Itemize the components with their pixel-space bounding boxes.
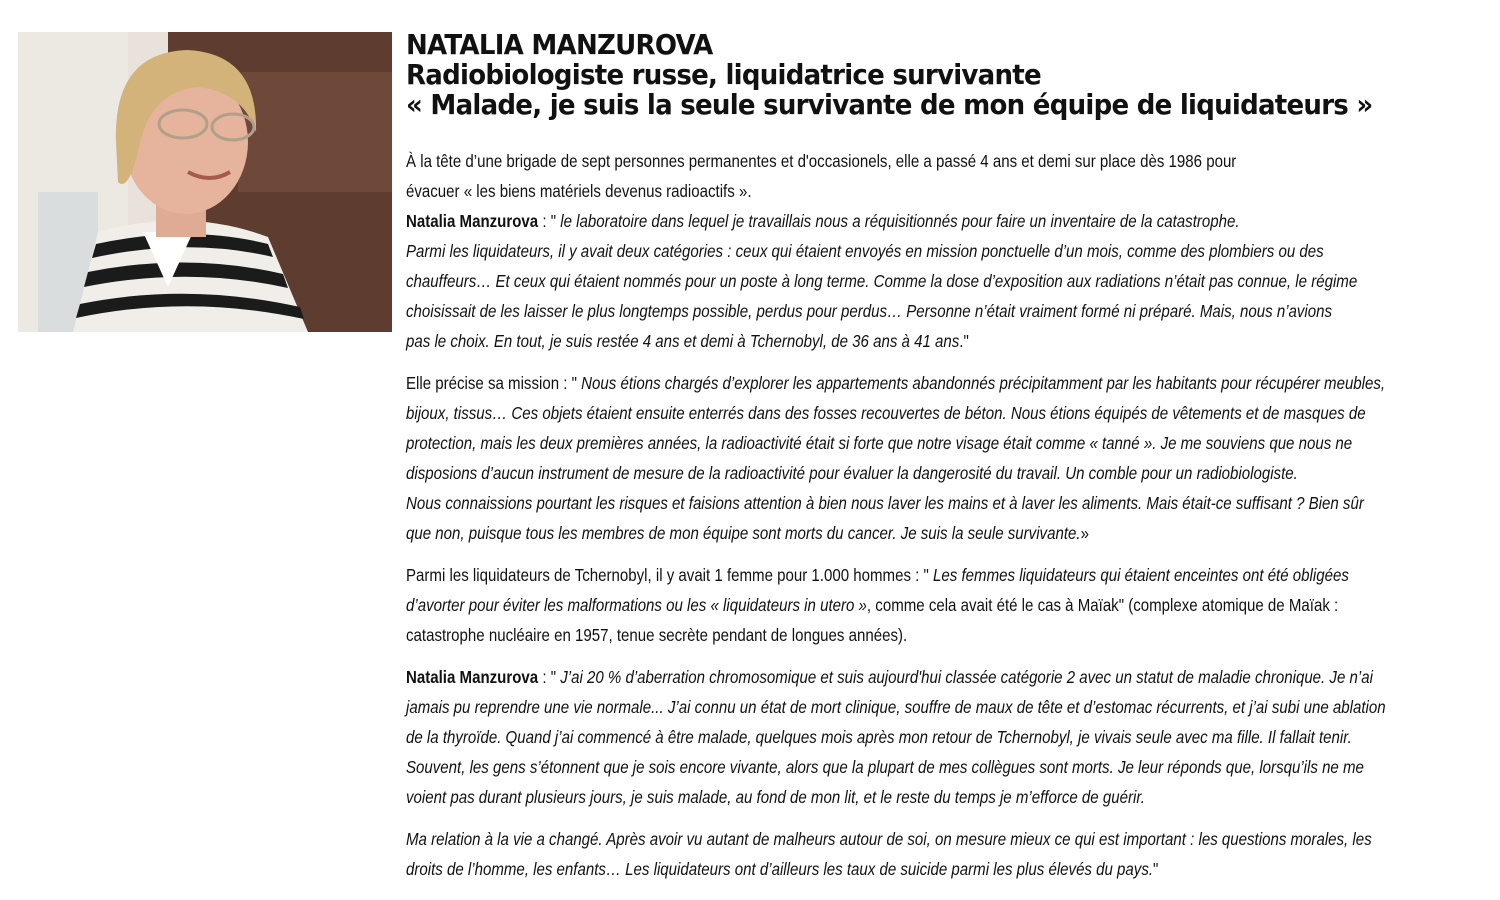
text-line	[406, 176, 1494, 206]
text-span: ."	[959, 331, 969, 351]
text-line	[406, 560, 1494, 590]
quote-text: J’ai 20 % d’aberration chromosomique et suis aujourd'hui classée catégorie 2 avec un statut de maladie chronique. Je n’ai	[560, 667, 1373, 687]
text-span: »	[1080, 523, 1089, 543]
quote-text: droits de l’homme, les enfants… Les liquidateurs ont d’ailleurs les taux de suicide parmi les plus élevés du pays.	[406, 859, 1154, 879]
person-name: NATALIA MANZUROVA	[406, 28, 713, 61]
article-body	[406, 146, 1494, 884]
quote-text: Nous connaissions pourtant les risques et faisions attention à bien nous laver les mains et à laver les aliments. Mais était-ce suffisant ? Bien sûr	[406, 493, 1364, 513]
paragraph	[406, 146, 1494, 356]
paragraph	[406, 560, 1494, 650]
paragraph	[406, 368, 1494, 548]
speaker-name: Natalia Manzurova	[406, 211, 539, 231]
quote-text: choisissait de les laisser le plus longtemps possible, perdus pour perdus… Personne n’était vraiment formé ni préparé. Mais, nous n’avions	[406, 301, 1333, 321]
quote-text: Parmi les liquidateurs, il y avait deux catégories : ceux qui étaient envoyés en mission ponctuelle d’un mois, comme des plombiers ou des	[406, 241, 1324, 261]
text-line	[406, 620, 1494, 650]
text-line	[406, 854, 1494, 884]
text-span: Elle précise sa mission : "	[406, 373, 582, 393]
text-line	[406, 752, 1494, 782]
text-line	[406, 488, 1494, 518]
text-line	[406, 722, 1494, 752]
text-line	[406, 782, 1494, 812]
article	[406, 30, 1496, 896]
quote-text: de la thyroïde. Quand j’ai commencé à être malade, quelques mois après mon retour de Tchernobyl, je vivais seule avec ma fille. Il fallait tenir.	[406, 727, 1352, 747]
text-line	[406, 590, 1494, 620]
text-span: : "	[538, 667, 561, 687]
text-line	[406, 824, 1494, 854]
paragraph	[406, 824, 1494, 884]
quote-text: que non, puisque tous les membres de mon équipe sont morts du cancer. Je suis la seule survivante.	[406, 523, 1081, 543]
text-line	[406, 368, 1494, 398]
portrait-photo	[18, 32, 392, 332]
text-span: , comme cela avait été le cas à Maïak" (complexe atomique de Maïak :	[866, 595, 1339, 615]
text-line	[406, 206, 1494, 236]
quote-text: protection, mais les deux premières années, la radioactivité était si forte que notre visage était comme « tanné ». Je me souviens que nous ne	[406, 433, 1353, 453]
quote-text: le laboratoire dans lequel je travaillais nous a réquisitionnés pour faire un inventaire de la catastrophe.	[560, 211, 1240, 231]
text-line	[406, 428, 1494, 458]
text-span: Parmi les liquidateurs de Tchernobyl, il y avait 1 femme pour 1.000 hommes : "	[406, 565, 934, 585]
text-line	[406, 146, 1494, 176]
quote-text: d’avorter pour éviter les malformations ou les « liquidateurs in utero »	[406, 595, 867, 615]
paragraph	[406, 662, 1494, 812]
headline-quote: « Malade, je suis la seule survivante de mon équipe de liquidateurs »	[406, 88, 1373, 121]
quote-text: chauffeurs… Et ceux qui étaient nommés pour un poste à long terme. Comme la dose d’exposition aux radiations n’était pas connue, le régime	[406, 271, 1358, 291]
quote-text: Ma relation à la vie a changé. Après avoir vu autant de malheurs autour de soi, on mesure mieux ce qui est important : les questions morales, les	[406, 829, 1372, 849]
text-line	[406, 662, 1494, 692]
person-role: Radiobiologiste russe, liquidatrice survivante	[406, 58, 1041, 91]
text-line	[406, 296, 1494, 326]
quote-text: bijoux, tissus… Ces objets étaient ensuite enterrés dans des fosses recouvertes de béton. Nous étions équipés de vêtements et de masques de	[406, 403, 1366, 423]
quote-text: pas le choix. En tout, je suis restée 4 ans et demi à Tchernobyl, de 36 ans à 41 ans	[406, 331, 960, 351]
quote-text: Nous étions chargés d’explorer les appartements abandonnés précipitamment par les habitants pour récupérer meubles,	[581, 373, 1386, 393]
quote-text: jamais pu reprendre une vie normale... J’ai connu un état de mort clinique, souffre de maux de tête et d’estomac récurrents, et j’ai subi une ablation	[406, 697, 1386, 717]
text-line	[406, 326, 1494, 356]
text-line	[406, 236, 1494, 266]
quote-text: voient pas durant plusieurs jours, je suis malade, au fond de mon lit, et le reste du temps je m’efforce de guérir.	[406, 787, 1145, 807]
quote-text: Souvent, les gens s’étonnent que je sois encore vivante, alors que la plupart de mes collègues sont morts. Je leur réponds que, lorsqu’ils ne me	[406, 757, 1364, 777]
text-span: catastrophe nucléaire en 1957, tenue secrète pendant de longues années).	[406, 625, 908, 645]
text-span: : "	[538, 211, 561, 231]
quote-text: disposions d’aucun instrument de mesure de la radioactivité pour évaluer la dangerosité du travail. Un comble pour un radiobiologiste.	[406, 463, 1298, 483]
text-span: évacuer « les biens matériels devenus radioactifs ».	[406, 181, 752, 201]
text-line	[406, 518, 1494, 548]
text-line	[406, 692, 1494, 722]
text-line	[406, 266, 1494, 296]
text-span: "	[1153, 859, 1159, 879]
quote-text: Les femmes liquidateurs qui étaient enceintes ont été obligées	[933, 565, 1349, 585]
text-span: À la tête d’une brigade de sept personnes permanentes et d'occasionels, elle a passé 4 ans et demi sur place dès 1986 pour	[406, 151, 1237, 171]
text-line	[406, 458, 1494, 488]
speaker-name: Natalia Manzurova	[406, 667, 539, 687]
text-line	[406, 398, 1494, 428]
